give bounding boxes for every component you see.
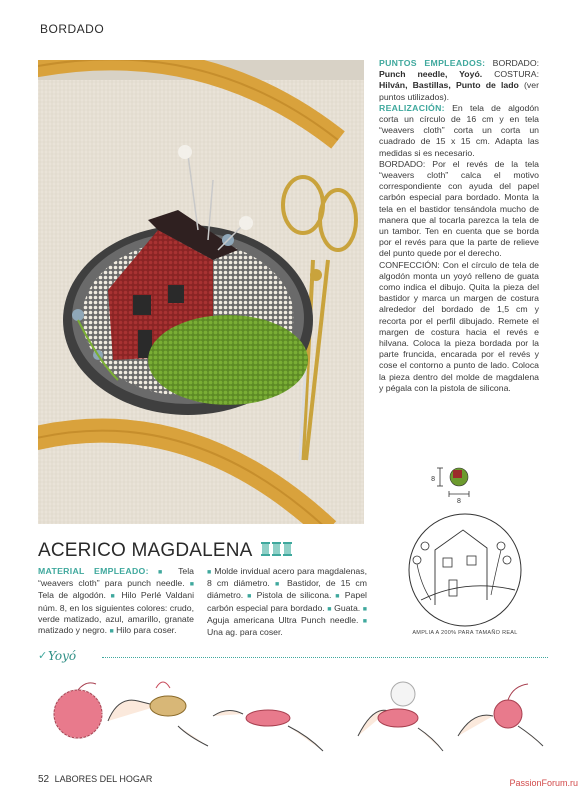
material-item: Hilo para coser. — [116, 625, 177, 636]
bullet-icon: ■ — [335, 593, 341, 601]
bullet-icon: ■ — [247, 593, 253, 601]
page-folio — [38, 774, 152, 785]
bullet-icon: ■ — [362, 605, 367, 613]
page-number: 52 — [38, 774, 50, 785]
confeccion-text: Con el círculo de tela de algodón monta un yoyó relleno de guata como indica el dibujo. Quita la pieza del bastidor y marca un margen de costura alrededor del bordado de 1,5 cm y recorta por el perfil dibujado. Remete el margen de costura hacia el revés e hilvana. Coloca la pieza bordada por la parte fruncida, encarada por el revés y cose el contorno a punto de lado. Coloca la pieza dentro del molde de magdalena y pégala con la pistola de silicona. — [379, 259, 539, 393]
material-item: Pistola de silicona. — [256, 590, 332, 601]
divider — [102, 657, 548, 658]
title-row — [38, 540, 368, 564]
difficulty-spools-icon — [260, 542, 294, 561]
material-item: Tela “weavers cloth” para punch needle. — [38, 566, 194, 589]
yoyo-step-4 — [358, 682, 443, 751]
section-tag: BORDADO — [40, 22, 105, 36]
material-item: Bastidor, de 15 cm diámetro. — [207, 578, 368, 601]
confeccion-heading: CONFECCIÓN: — [379, 259, 440, 270]
bullet-icon: ■ — [110, 593, 117, 601]
puntos-heading: PUNTOS EMPLEADOS: — [379, 58, 486, 68]
puntos-bordado-label: BORDADO: — [492, 58, 539, 68]
material-item: Hilo Perlé Valdani núm. 8, en los siguientes colores: crudo, verde matizado, azul, amarillo, granate matizado y negro. — [38, 590, 195, 636]
pattern-diagram — [395, 460, 535, 640]
bullet-icon: ■ — [158, 569, 170, 576]
material-item: Papel carbón especial para bordado. — [207, 590, 367, 613]
material-item: Guata. — [334, 602, 361, 613]
bullet-icon: ■ — [109, 628, 114, 636]
bullet-icon: ■ — [362, 617, 367, 625]
materials-column-1 — [38, 566, 194, 637]
yoyo-step-2 — [108, 682, 208, 746]
yoyo-step-3 — [213, 710, 323, 751]
yoyo-step-5 — [458, 684, 543, 746]
yoyo-steps-illustration — [38, 666, 548, 756]
bullet-icon: ■ — [274, 581, 282, 589]
realizacion-heading: REALIZACIÓN: — [379, 102, 445, 113]
puntos-note: (ver puntos utilizados). — [379, 80, 539, 102]
material-item: Molde invidual acero para magdalenas, 8 cm diámetro. — [207, 566, 367, 589]
dim-vertical: 8 — [431, 476, 435, 483]
puntos-costura-value: Hilván, Bastillas, Punto de lado — [379, 80, 519, 91]
yoyo-label: Yoyó — [48, 649, 77, 663]
article-title: ACERICO MAGDALENA — [38, 540, 253, 561]
bordado-text: Por el revés de la tela “weavers cloth” calca el motivo correspondiente con ayuda del papel carbón especial para bordado. Monta la tela en el bastidor tensándola mucho de manera que al tocarla parezca la tela de un tambor. Ten en cuenta que se borda por el revés para que la parte de relieve del punto quede por el derecho. — [379, 158, 539, 259]
bullet-icon: ■ — [207, 569, 212, 576]
checkmark-icon: ✓ — [38, 650, 48, 662]
magazine-name: LABORES DEL HOGAR — [54, 774, 153, 784]
puntos-costura-label: COSTURA: — [494, 69, 539, 80]
puntos-bordado-value: Punch needle, Yoyó. — [379, 69, 483, 80]
yoyo-step-1 — [54, 683, 102, 738]
realizacion-text: En tela de algodón corta un círculo de 16 cm y en tela “weavers cloth” corta un corta un cuadrado de 15 x 15 cm. Adapta las medidas si es necesario. — [379, 102, 539, 158]
instructions-column — [379, 58, 539, 394]
material-item: Una ag. para coser. — [207, 627, 283, 638]
material-heading: MATERIAL EMPLEADO: — [38, 566, 149, 576]
pincushion-photo — [38, 60, 364, 524]
yoyo-section-header — [38, 648, 548, 666]
material-item: Aguja americana Ultra Punch needle. — [207, 614, 359, 625]
bullet-icon: ■ — [189, 581, 195, 589]
material-item: Tela de algodón. — [38, 590, 106, 601]
bordado-heading: BORDADO: — [379, 158, 426, 169]
watermark: PassionForum.ru — [509, 778, 578, 788]
materials-column-2 — [207, 566, 367, 638]
bullet-icon: ■ — [327, 605, 332, 613]
diagram-caption: AMPLIA A 200% PARA TAMAÑO REAL — [412, 630, 518, 636]
dim-horizontal: 8 — [457, 498, 461, 505]
